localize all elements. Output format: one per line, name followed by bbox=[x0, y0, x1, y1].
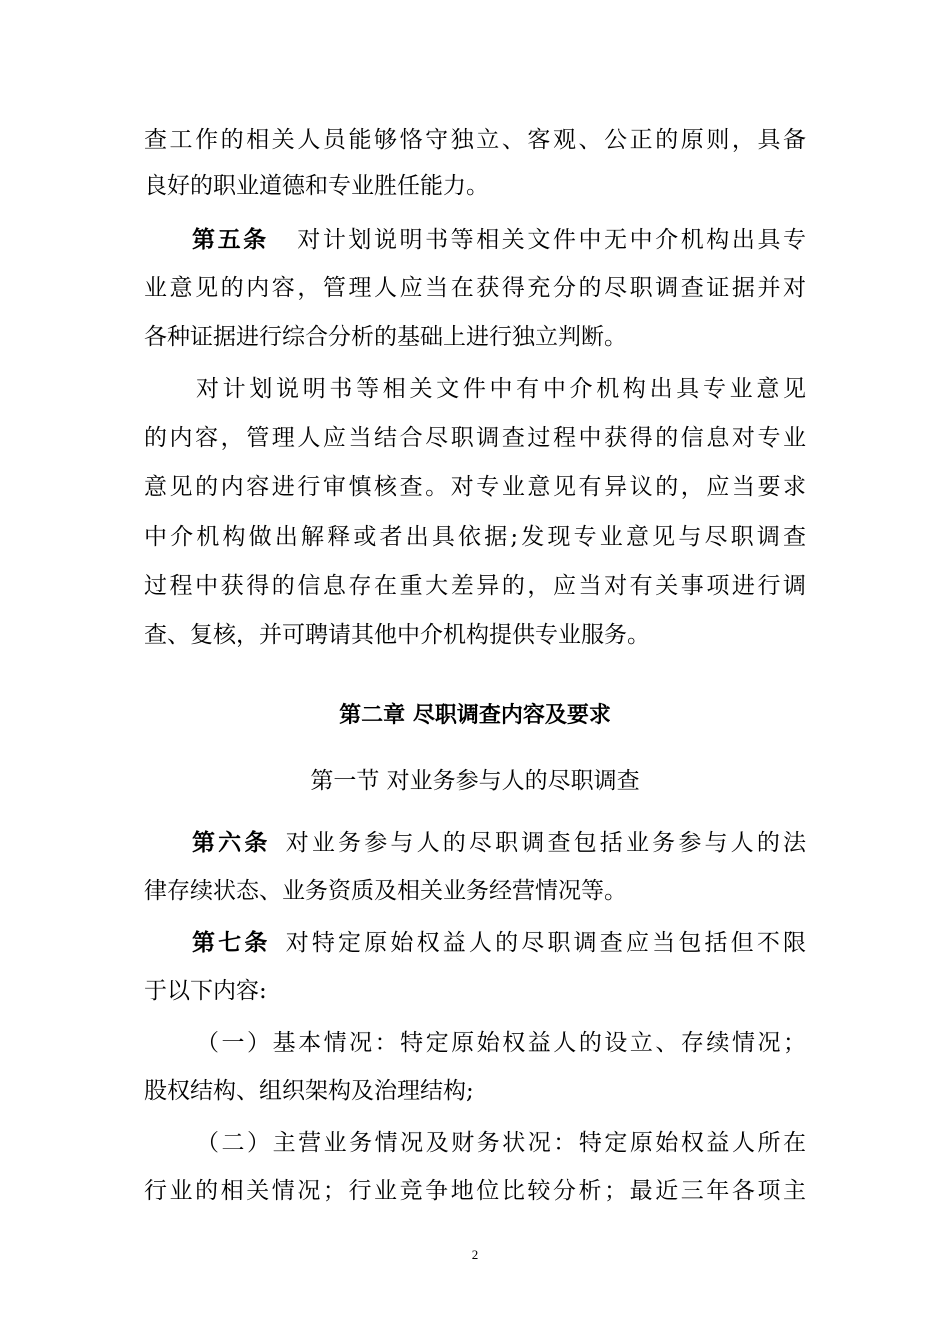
text-line: 意见的内容进行审慎核查。对专业意见有异议的，应当要求 bbox=[144, 474, 806, 500]
text-line: 于以下内容: bbox=[144, 978, 267, 1004]
section-title: 第一节 对业务参与人的尽职调查 bbox=[310, 768, 640, 794]
article-5-text: 对计划说明书等相关文件中无中介机构出具专 bbox=[294, 227, 807, 253]
article-7-first-line bbox=[192, 921, 806, 965]
article-7-label: 第七条 bbox=[192, 929, 271, 956]
page-number: 2 bbox=[471, 1247, 479, 1262]
text-line: （一）基本情况：特定原始权益人的设立、存续情况； bbox=[196, 1030, 806, 1056]
text-line: 业意见的内容，管理人应当在获得充分的尽职调查证据并对 bbox=[144, 275, 806, 301]
text-line: 对计划说明书等相关文件中有中介机构出具专业意见 bbox=[196, 376, 806, 402]
article-6-text: 对业务参与人的尽职调查包括业务参与人的法 bbox=[282, 830, 807, 856]
article-5-first-line bbox=[192, 218, 806, 262]
text-line: 良好的职业道德和专业胜任能力。 bbox=[144, 173, 489, 199]
text-line: 查工作的相关人员能够恪守独立、客观、公正的原则，具备 bbox=[144, 127, 806, 153]
text-line: 过程中获得的信息存在重大差异的，应当对有关事项进行调 bbox=[144, 573, 806, 599]
chapter-title: 第二章 尽职调查内容及要求 bbox=[339, 703, 611, 728]
article-7-text: 对特定原始权益人的尽职调查应当包括但不限 bbox=[282, 930, 807, 956]
text-line: 查、复核，并可聘请其他中介机构提供专业服务。 bbox=[144, 622, 650, 648]
text-line: 中介机构做出解释或者出具依据;发现专业意见与尽职调查 bbox=[144, 524, 806, 550]
text-line: （二）主营业务情况及财务状况：特定原始权益人所在 bbox=[196, 1130, 806, 1156]
text-line: 律存续状态、业务资质及相关业务经营情况等。 bbox=[144, 878, 627, 904]
article-6-label: 第六条 bbox=[192, 829, 271, 856]
text-line: 各种证据进行综合分析的基础上进行独立判断。 bbox=[144, 324, 627, 350]
text-line: 行业的相关情况；行业竞争地位比较分析；最近三年各项主 bbox=[144, 1178, 806, 1204]
article-6-first-line bbox=[192, 821, 806, 865]
text-line: 股权结构、组织架构及治理结构; bbox=[144, 1078, 474, 1104]
text-line: 的内容，管理人应当结合尽职调查过程中获得的信息对专业 bbox=[144, 425, 806, 451]
article-5-label: 第五条 bbox=[192, 226, 269, 253]
